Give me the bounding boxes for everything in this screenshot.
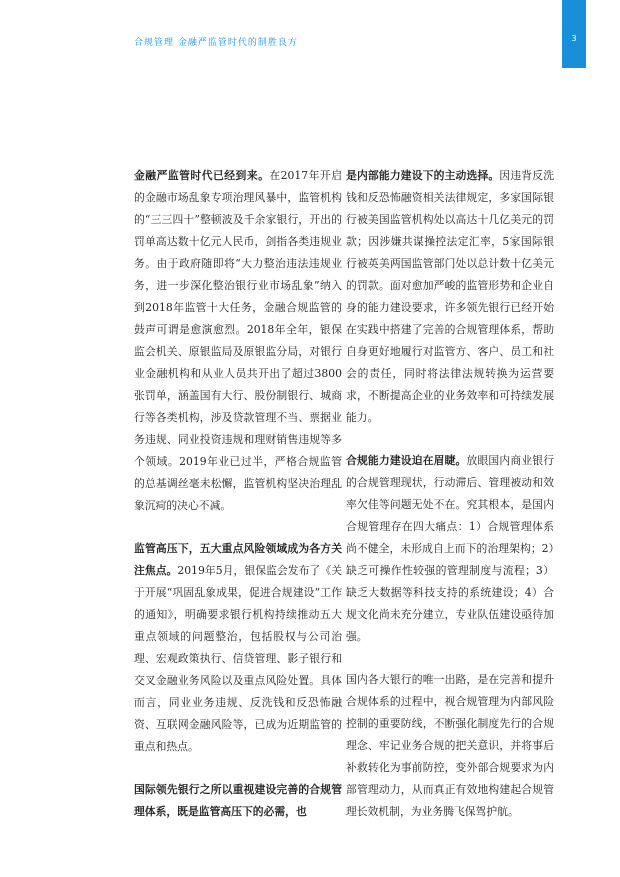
right-column [346,165,554,844]
paragraph-body: 放眼国内商业银行的合规管理现状，行动滞后、管理被动和效率欠佳等问题无处不在。究其根本，是国内合规管理存在四大痛点：1）合规管理体系尚不健全，未形成自上而下的治理架构；2）缺乏可操作性较强的管理制度与流程；3）缺乏大数据等科技支持的系统建设；4）合规文化尚未充分建立，专业队伍建设亟待加强。 [346,454,555,643]
paragraph [346,165,554,429]
paragraph-lead: 国际领先银行之所以重视建设完善的合规管理体系，既是监管高压下的必需，也 [134,783,342,818]
paragraph [134,538,342,758]
paragraph-body: 国内各大银行的唯一出路，是在完善和提升合规体系的过程中，视合规管理为内部风险控制的重要防线，不断强化制度先行的合规理念、牢记业务合规的把关意识，并将事后补救转化为事前防控，变外部合规要求为内部管理动力，从而真正有效地构建起合规管理长效机制，为业务腾飞保驾护航。 [346,673,554,818]
paragraph [346,669,554,823]
page-number: 3 [571,34,577,43]
paragraph-lead: 监管高压下，五大重点风险领域成为各方关注焦点。 [134,542,342,577]
paragraph [134,779,342,823]
paragraph [346,450,554,648]
paragraph-body: 因违背反洗钱和反恐怖融资相关法律规定，多家国际银行被美国监管机构处以高达十几亿美元的罚款；因涉嫌共谋操控法定汇率，5家国际银行被英美两国监管部门处以总计数十亿美元的罚款。面对愈加严峻的监管形势和企业自身的能力建设要求，许多领先银行已经开始在实践中搭建了完善的合规管理体系，帮助自身更好地履行对监管方、客户、员工和社会的责任，同时将法律法规转换为运营要求，不断提高企业的业务效率和可持续发展能力。 [346,169,555,424]
paragraph-body: 2019年5月，银保监会发布了《关于开展“巩固乱象成果，促进合规建设”工作的通知》，明确要求银行机构持续推动五大重点领域的问题整治，包括股权与公司治理、宏观政策执行、信贷管理、影子银行和交叉金融业务风险以及重点风险处置。具体而言，同业业务违规、反洗钱和反恐怖融资、互联网金融风险等，已成为近期监管的重点和热点。 [134,564,342,753]
paragraph-lead: 金融严监管时代已经到来。 [134,169,270,182]
paragraph-lead: 合规能力建设迫在眉睫。 [346,454,467,467]
paragraph [134,165,342,517]
paragraph-lead: 是内部能力建设下的主动选择。 [346,169,500,182]
left-column [134,165,342,844]
running-header: 合规管理 金融严监管时代的制胜良方 [134,38,298,48]
paragraph-body: 在2017年开启的金融市场乱象专项治理风暴中，监管机构的“三三四十”整顿波及千余家银行，开出的罚单高达数十亿元人民币，剑指各类违规业务。由于政府随即将“大力整治违法违规业务，进一步深化整治银行业市场乱象”纳入到2018年监管十大任务，金融合规监管的鼓声可谓是愈演愈烈。2018年全年，银保监会机关、原银监局及原银监分局，对银行业金融机构和从业人员共开出了超过3800张罚单，涵盖国有大行、股份制银行、城商行等各类机构，涉及贷款管理不当、票据业务违规、同业投资违规和理财销售违规等多个领域。2019年业已过半，严格合规监管的总基调丝毫未松懈，监管机构坚决治理乱象沉疴的决心不减。 [134,169,342,512]
